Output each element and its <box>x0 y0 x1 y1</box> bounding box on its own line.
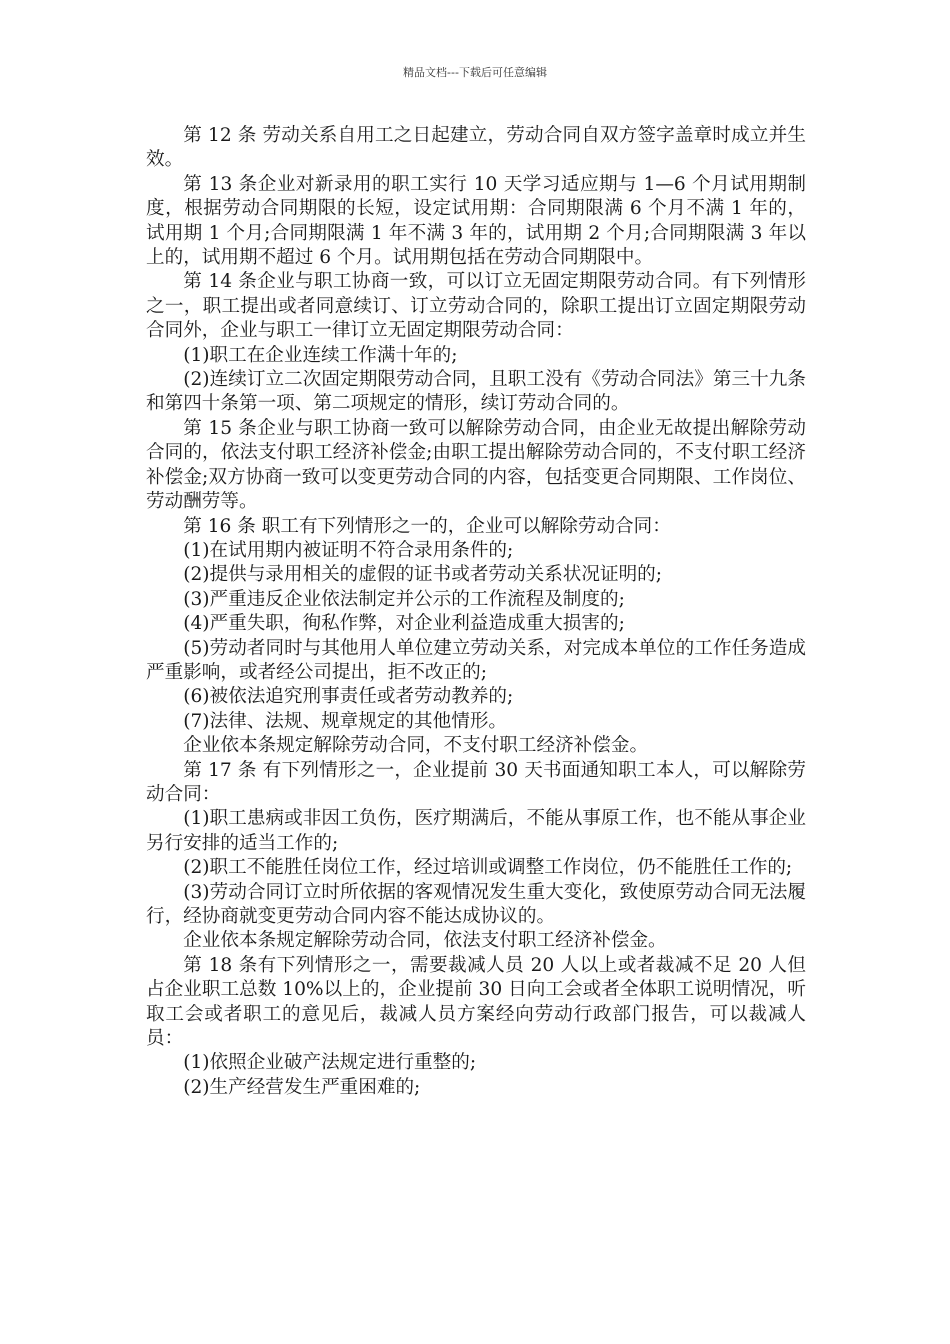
article-16-item-7: (7)法律、法规、规章规定的其他情形。 <box>183 710 508 732</box>
article-17-item-1: (1)职工患病或非因工负伤，医疗期满后，不能从事原工作，也不能从事企业另行安排的适当工作的; <box>146 808 806 854</box>
article-17-note: 企业依本条规定解除劳动合同，依法支付职工经济补偿金。 <box>183 930 667 952</box>
article-16-item-6: (6)被依法追究刑事责任或者劳动教养的; <box>183 686 514 708</box>
article-16-item-1: (1)在试用期内被证明不符合录用条件的; <box>183 539 514 561</box>
article-16-note: 企业依本条规定解除劳动合同，不支付职工经济补偿金。 <box>183 735 649 757</box>
article-14-item-1: (1)职工在企业连续工作满十年的; <box>183 344 458 366</box>
article-17: 第 17 条 有下列情形之一，企业提前 30 天书面通知职工本人，可以解除劳动合同： <box>146 759 806 805</box>
article-17-item-3: (3)劳动合同订立时所依据的客观情况发生重大变化，致使原劳动合同无法履行，经协商就变更劳动合同内容不能达成协议的。 <box>146 881 806 927</box>
article-16-item-5: (5)劳动者同时与其他用人单位建立劳动关系，对完成本单位的工作任务造成严重影响，或者经公司提出，拒不改正的; <box>146 637 806 683</box>
article-18-item-2: (2)生产经营发生严重困难的; <box>183 1076 421 1098</box>
document-body <box>146 124 806 1100</box>
article-18-item-1: (1)依照企业破产法规定进行重整的; <box>183 1052 477 1074</box>
article-16: 第 16 条 职工有下列情形之一的，企业可以解除劳动合同： <box>183 515 671 537</box>
article-16-item-3: (3)严重违反企业依法制定并公示的工作流程及制度的; <box>183 588 625 610</box>
article-14-item-2: (2)连续订立二次固定期限劳动合同，且职工没有《劳动合同法》第三十九条和第四十条第一项、第二项规定的情形，续订劳动合同的。 <box>146 369 806 415</box>
page-header: 精品文档---下载后可任意编辑 <box>403 66 547 79</box>
article-13: 第 13 条企业对新录用的职工实行 10 天学习适应期与 1—6 个月试用期制度，根据劳动合同期限的长短，设定试用期：合同期限满 6 个月不满 1 年的，试用期 1 个月;合同期限满 1 年不满 3 年的，试用期 2 个月;合同期限满 3 年以上的，试用期不超过 6 个月。试用期包括在劳动合同期限中。 <box>146 173 806 269</box>
article-16-item-2: (2)提供与录用相关的虚假的证书或者劳动关系状况证明的; <box>183 564 663 586</box>
article-15: 第 15 条企业与职工协商一致可以解除劳动合同，由企业无故提出解除劳动合同的，依法支付职工经济补偿金;由职工提出解除劳动合同的，不支付职工经济补偿金;双方协商一致可以变更劳动合同的内容，包括变更合同期限、工作岗位、劳动酬劳等。 <box>146 417 806 513</box>
article-18: 第 18 条有下列情形之一，需要裁减人员 20 人以上或者裁减不足 20 人但占企业职工总数 10%以上的，企业提前 30 日向工会或者全体职工说明情况，听取工会或者职工的意见后，裁减人员方案经向劳动行政部门报告，可以裁减人员： <box>146 954 806 1050</box>
article-17-item-2: (2)职工不能胜任岗位工作，经过培训或调整工作岗位，仍不能胜任工作的; <box>183 857 793 879</box>
article-12: 第 12 条 劳动关系自用工之日起建立，劳动合同自双方签字盖章时成立并生效。 <box>146 125 806 171</box>
article-14: 第 14 条企业与职工协商一致，可以订立无固定期限劳动合同。有下列情形之一，职工提出或者同意续订、订立劳动合同的，除职工提出订立固定期限劳动合同外，企业与职工一律订立无固定期限劳动合同： <box>146 271 806 342</box>
article-16-item-4: (4)严重失职，徇私作弊，对企业利益造成重大损害的; <box>183 613 625 635</box>
